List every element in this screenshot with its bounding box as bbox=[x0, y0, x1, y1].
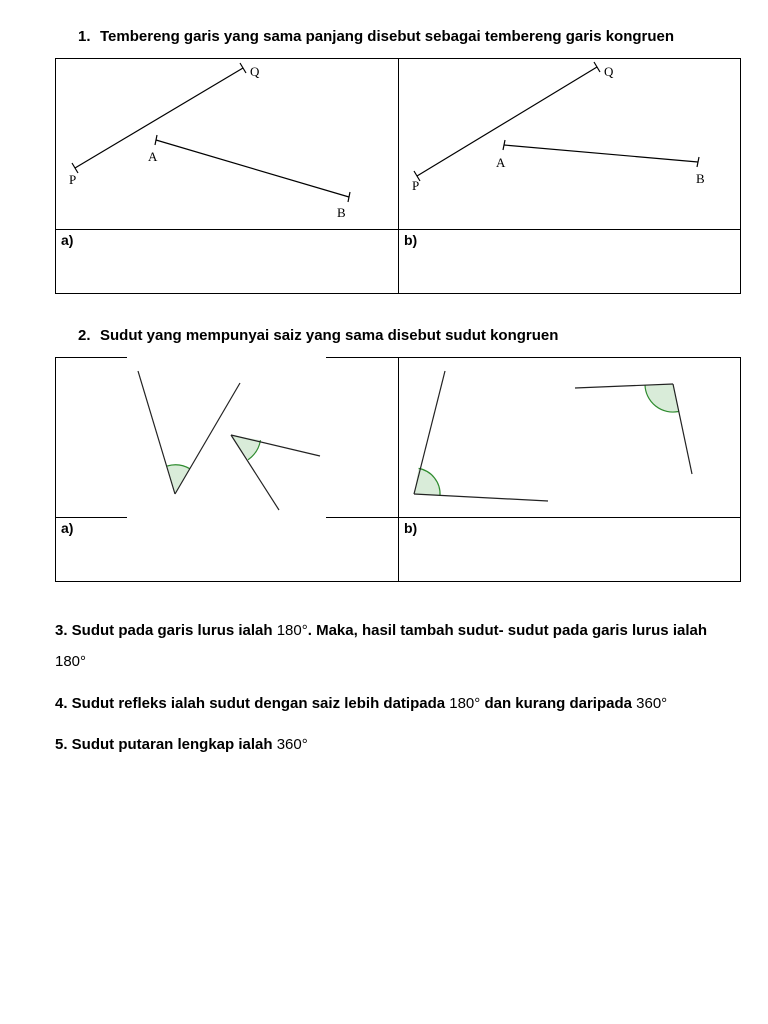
statement-3 bbox=[55, 615, 745, 677]
label-p-left: P bbox=[69, 172, 77, 187]
label-q-left: Q bbox=[250, 64, 260, 79]
answer-1b-label: b) bbox=[404, 232, 418, 248]
label-b-right: B bbox=[696, 171, 705, 186]
label-b-left: B bbox=[337, 205, 346, 220]
question-1-number: 1. bbox=[78, 28, 91, 45]
statement-5-prefix: 5. Sudut putaran lengkap ialah bbox=[55, 736, 277, 753]
angle-left-2 bbox=[231, 435, 320, 510]
statement-5-value-1: 360° bbox=[276, 736, 308, 753]
label-p-right: P bbox=[412, 178, 420, 193]
question-1-text: Tembereng garis yang sama panjang disebut sebagai tembereng garis kongruen bbox=[100, 28, 675, 45]
angle-left-1 bbox=[138, 371, 240, 494]
statement-4-value-1: 180° bbox=[449, 695, 481, 712]
label-a-right: A bbox=[496, 155, 506, 170]
statement-5 bbox=[55, 729, 755, 760]
statement-4-value-2: 360° bbox=[636, 695, 668, 712]
statement-3-prefix: 3. Sudut pada garis lurus ialah bbox=[55, 622, 277, 639]
answer-2a-label: a) bbox=[61, 520, 74, 536]
answer-1a-label: a) bbox=[61, 232, 74, 248]
statement-3-value-2: 180° bbox=[55, 653, 87, 670]
answer-2b-label: b) bbox=[404, 520, 418, 536]
label-a-left: A bbox=[148, 149, 158, 164]
statement-3-middle: . Maka, hasil tambah sudut- sudut pada garis lurus ialah bbox=[307, 622, 708, 639]
label-q-right: Q bbox=[604, 64, 614, 79]
statement-3-value-1: 180° bbox=[276, 622, 308, 639]
angle-right-2 bbox=[575, 384, 692, 474]
statement-4 bbox=[55, 688, 755, 719]
question-2-number: 2. bbox=[78, 327, 91, 344]
angle-right-1 bbox=[414, 371, 548, 501]
statement-4-middle: dan kurang daripada bbox=[480, 695, 637, 712]
statement-4-prefix: 4. Sudut refleks ialah sudut dengan saiz lebih datipada bbox=[55, 695, 450, 712]
question-2-text: Sudut yang mempunyai saiz yang sama disebut sudut kongruen bbox=[100, 327, 559, 344]
